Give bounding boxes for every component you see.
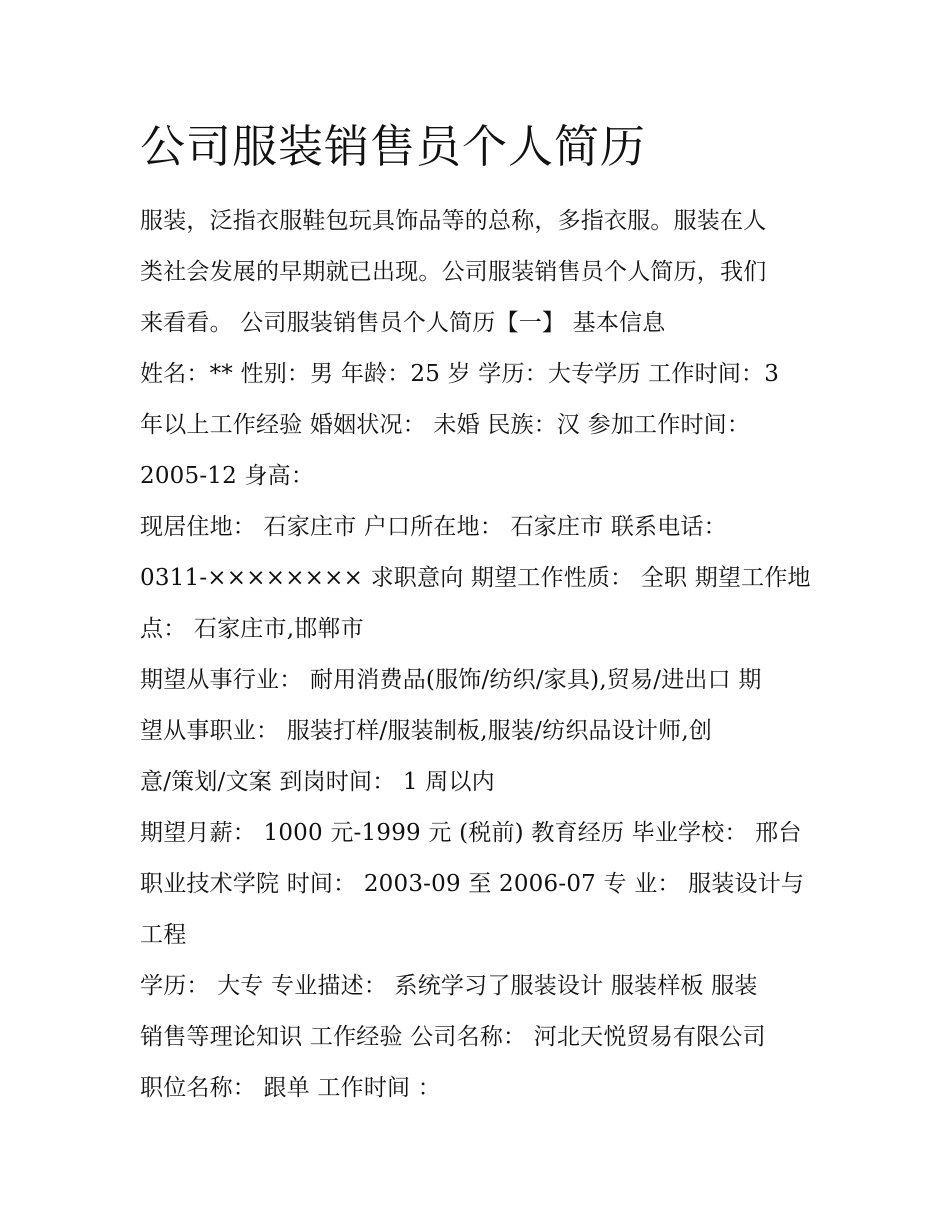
document-title: 公司服装销售员个人简历	[140, 120, 647, 173]
body-line: 年以上工作经验 婚姻状况： 未婚 民族：汉 参加工作时间：	[140, 412, 751, 438]
body-line: 来看看。 公司服装销售员个人简历【一】 基本信息	[140, 310, 666, 336]
body-line: 0311-×××××××× 求职意向 期望工作性质： 全职 期望工作地	[140, 565, 811, 591]
document-body	[140, 196, 820, 1114]
body-line: 点： 石家庄市,邯郸市	[140, 616, 364, 642]
body-line: 销售等理论知识 工作经验 公司名称： 河北天悦贸易有限公司	[140, 1024, 766, 1050]
body-line: 职业技术学院 时间： 2003-09 至 2006-07 专 业： 服装设计与	[140, 871, 805, 897]
body-line: 类社会发展的早期就已出现。公司服装销售员个人简历，我们	[140, 259, 767, 285]
body-line: 服装，泛指衣服鞋包玩具饰品等的总称，多指衣服。服装在人	[140, 208, 767, 234]
body-line: 工程	[140, 922, 187, 948]
body-line: 期望月薪： 1000 元-1999 元 (税前) 教育经历 毕业学校： 邢台	[140, 820, 802, 846]
body-line: 望从事职业： 服装打样/服装制板,服装/纺织品设计师,创	[140, 718, 713, 744]
body-line: 学历： 大专 专业描述： 系统学习了服装设计 服装样板 服装	[140, 973, 758, 999]
body-line: 期望从事行业： 耐用消费品(服饰/纺织/家具),贸易/进出口 期	[140, 667, 762, 693]
body-line: 职位名称： 跟单 工作时间 ：	[140, 1075, 441, 1101]
body-line: 意/策划/文案 到岗时间： 1 周以内	[140, 769, 495, 795]
body-line: 现居住地： 石家庄市 户口所在地： 石家庄市 联系电话：	[140, 514, 727, 540]
body-line: 姓名：** 性别：男 年龄：25 岁 学历：大专学历 工作时间：3	[140, 361, 780, 387]
body-line: 2005-12 身高：	[140, 463, 315, 489]
